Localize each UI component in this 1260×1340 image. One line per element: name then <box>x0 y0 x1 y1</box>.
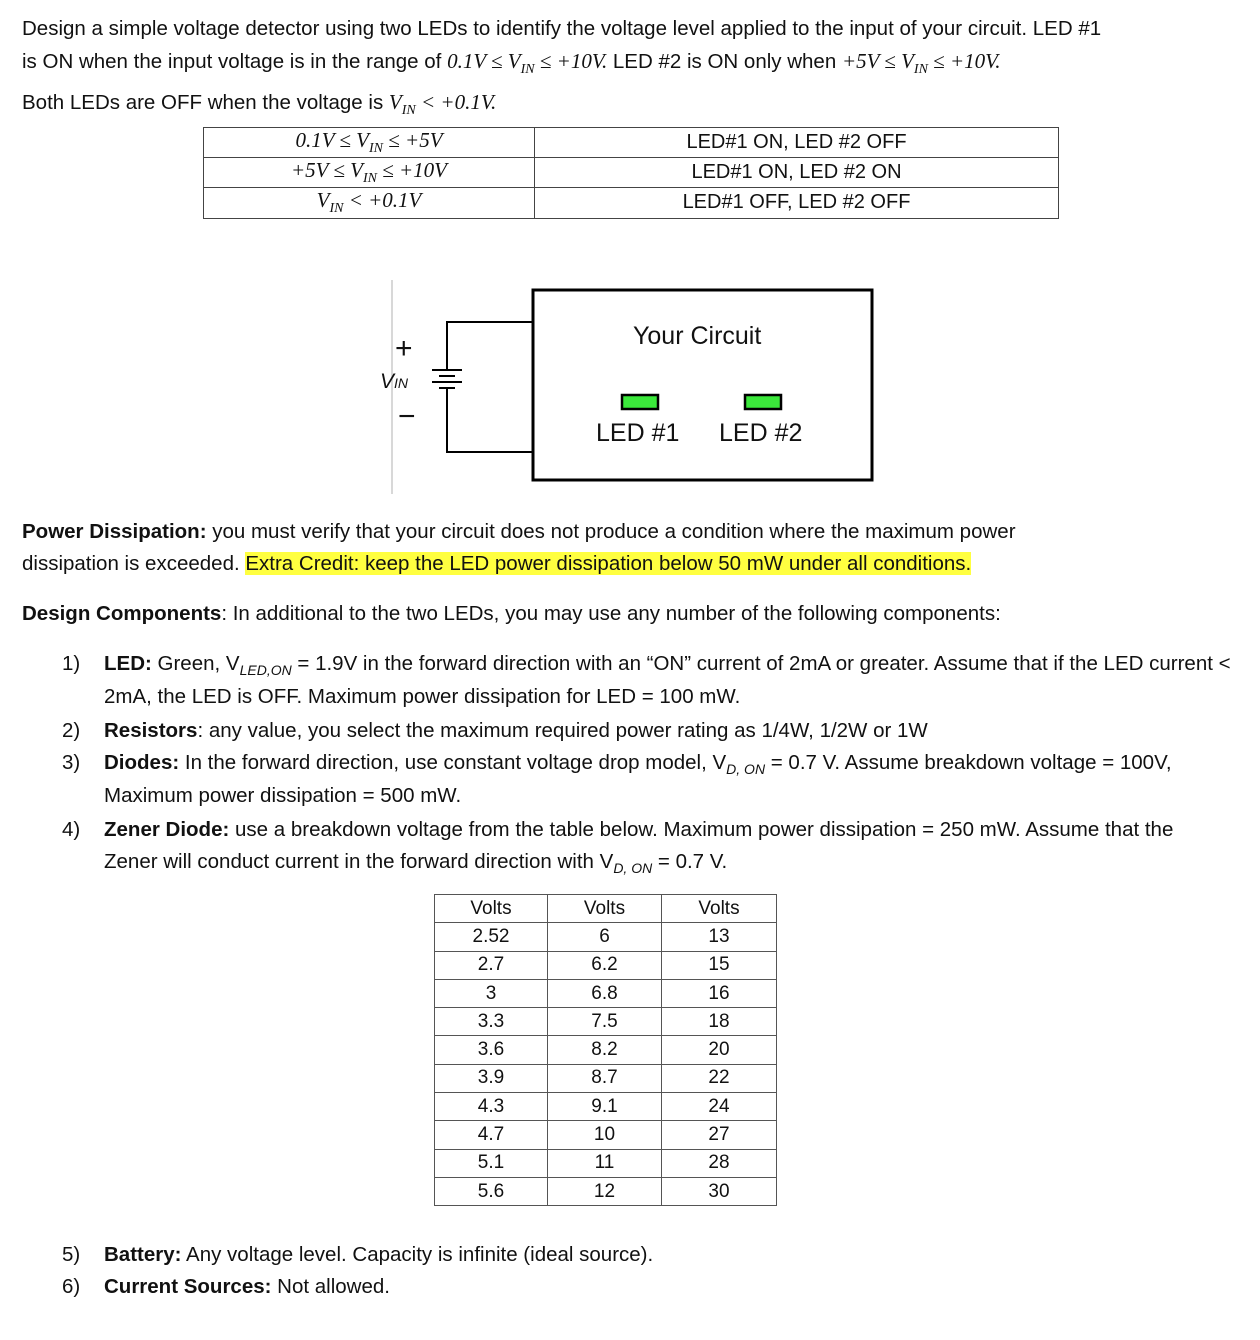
led-1-indicator <box>622 395 658 409</box>
zener-voltage-cell: 7.5 <box>548 1008 662 1036</box>
table-row <box>204 188 1059 218</box>
zener-voltage-cell: 15 <box>662 951 777 979</box>
table-row <box>435 1008 777 1036</box>
power-dissipation-paragraph: Power Dissipation: you must verify that your circuit does not produce a condition where the maximum power dissipation is exceeded. Extra Credit: keep the LED power dissipation below 50 mW under all conditions. <box>22 520 1016 575</box>
design-components-heading: Design Components: In additional to the two LEDs, you may use any number of the following components: <box>22 602 1001 625</box>
list-item: 2) Resistors: any value, you select the maximum required power rating as 1/4W, 1/2W or 1W <box>62 719 928 742</box>
zener-voltage-cell: 10 <box>548 1121 662 1149</box>
led-state-cell: LED#1 OFF, LED #2 OFF <box>535 188 1059 218</box>
zener-voltage-cell: 6.8 <box>548 979 662 1007</box>
table-row <box>435 923 777 951</box>
list-item: 1) LED: Green, $V_{LED,ON} = 1.9V$ in the forward direction with an “ON” current of 2mA or greater. Assume that if the LED current < 2mA, the LED is OFF. Maximum power dissipation for LED = 100 mW. <box>62 652 1231 708</box>
voltage-range-cell: $0.1V \le V_{IN} \le +5V$ <box>204 128 535 158</box>
zener-voltage-cell: 9.1 <box>548 1093 662 1121</box>
led-state-cell: LED#1 ON, LED #2 ON <box>535 158 1059 188</box>
circuit-diagram <box>0 270 1260 500</box>
intro-line-3: Both LEDs are OFF when the voltage is $V_{IN} < +0.1V$. <box>22 90 497 119</box>
zener-voltage-cell: 6.2 <box>548 951 662 979</box>
intro-paragraph <box>22 13 1242 127</box>
zener-voltage-cell: 28 <box>662 1149 777 1177</box>
battery-symbol <box>432 370 462 388</box>
zener-voltage-cell: 22 <box>662 1064 777 1092</box>
column-header: Volts <box>435 895 548 923</box>
voltage-range-cell: $+5V \le V_{IN} \le +10V$ <box>204 158 535 188</box>
column-header: Volts <box>662 895 777 923</box>
table-row <box>204 128 1059 158</box>
zener-voltage-cell: 3.6 <box>435 1036 548 1064</box>
voltage-range-cell: $V_{IN} < +0.1V$ <box>204 188 535 218</box>
table-row <box>435 1036 777 1064</box>
table-header-row <box>435 895 777 923</box>
component-list <box>62 648 1232 879</box>
led-2-label: LED #2 <box>719 419 803 447</box>
zener-voltage-cell: 24 <box>662 1093 777 1121</box>
table-row <box>435 1177 777 1205</box>
zener-voltage-cell: 11 <box>548 1149 662 1177</box>
led-state-cell: LED#1 ON, LED #2 OFF <box>535 128 1059 158</box>
extra-credit-highlight: Extra Credit: keep the LED power dissipation below 50 mW under all conditions. <box>245 552 972 575</box>
minus-sign: − <box>398 400 416 433</box>
zener-voltage-cell: 5.1 <box>435 1149 548 1177</box>
zener-voltage-cell: 12 <box>548 1177 662 1205</box>
zener-voltage-cell: 3.9 <box>435 1064 548 1092</box>
zener-voltage-cell: 30 <box>662 1177 777 1205</box>
plus-sign: + <box>395 332 413 365</box>
zener-voltage-cell: 2.52 <box>435 923 548 951</box>
table-row <box>204 158 1059 188</box>
list-item: 5) Battery: Any voltage level. Capacity is infinite (ideal source). <box>62 1243 654 1266</box>
zener-voltage-cell: 27 <box>662 1121 777 1149</box>
top-wire <box>447 322 533 370</box>
table-row <box>435 1093 777 1121</box>
your-circuit-title: Your Circuit <box>633 322 762 350</box>
table-row <box>435 1121 777 1149</box>
list-item: 3) Diodes: In the forward direction, use constant voltage drop model, $V_{D, ON} = 0.7$ V. Assume breakdown voltage = 100V, Maximum power dissipation = 500 mW. <box>62 751 1172 807</box>
list-item: 6) Current Sources: Not allowed. <box>62 1275 390 1298</box>
zener-voltage-table <box>434 894 777 1206</box>
zener-voltage-cell: 8.7 <box>548 1064 662 1092</box>
component-list-continued <box>62 1239 1232 1303</box>
zener-voltage-cell: 20 <box>662 1036 777 1064</box>
table-row <box>435 1064 777 1092</box>
intro-line-1: Design a simple voltage detector using two LEDs to identify the voltage level applied to the input of your circuit. LED #1 <box>22 17 1102 40</box>
zener-voltage-cell: 16 <box>662 979 777 1007</box>
zener-voltage-cell: 8.2 <box>548 1036 662 1064</box>
zener-voltage-cell: 5.6 <box>435 1177 548 1205</box>
table-row <box>435 1149 777 1177</box>
list-item: 4) Zener Diode: use a breakdown voltage from the table below. Maximum power dissipation = 250 mW. Assume that the Zener will conduct current in the forward direction with $V_{D, ON} = 0.7$ V. <box>62 818 1174 876</box>
zener-voltage-cell: 3 <box>435 979 548 1007</box>
intro-line-2: is ON when the input voltage is in the range of $0.1V \le V_{IN} \le +10V$. LED #2 is ON only when $+5V \le V_{IN} \le +10V$. <box>22 49 1001 78</box>
led-conditions-table <box>203 127 1059 219</box>
your-circuit-box <box>533 290 872 480</box>
table-row <box>435 951 777 979</box>
zener-voltage-cell: 3.3 <box>435 1008 548 1036</box>
zener-voltage-cell: 13 <box>662 923 777 951</box>
zener-voltage-cell: 4.7 <box>435 1121 548 1149</box>
zener-voltage-cell: 18 <box>662 1008 777 1036</box>
column-header: Volts <box>548 895 662 923</box>
table-row <box>435 979 777 1007</box>
zener-voltage-cell: 4.3 <box>435 1093 548 1121</box>
zener-voltage-cell: 2.7 <box>435 951 548 979</box>
bottom-wire <box>447 388 533 452</box>
led-1-label: LED #1 <box>596 419 680 447</box>
zener-voltage-cell: 6 <box>548 923 662 951</box>
led-2-indicator <box>745 395 781 409</box>
vin-label: VIN <box>380 370 409 393</box>
